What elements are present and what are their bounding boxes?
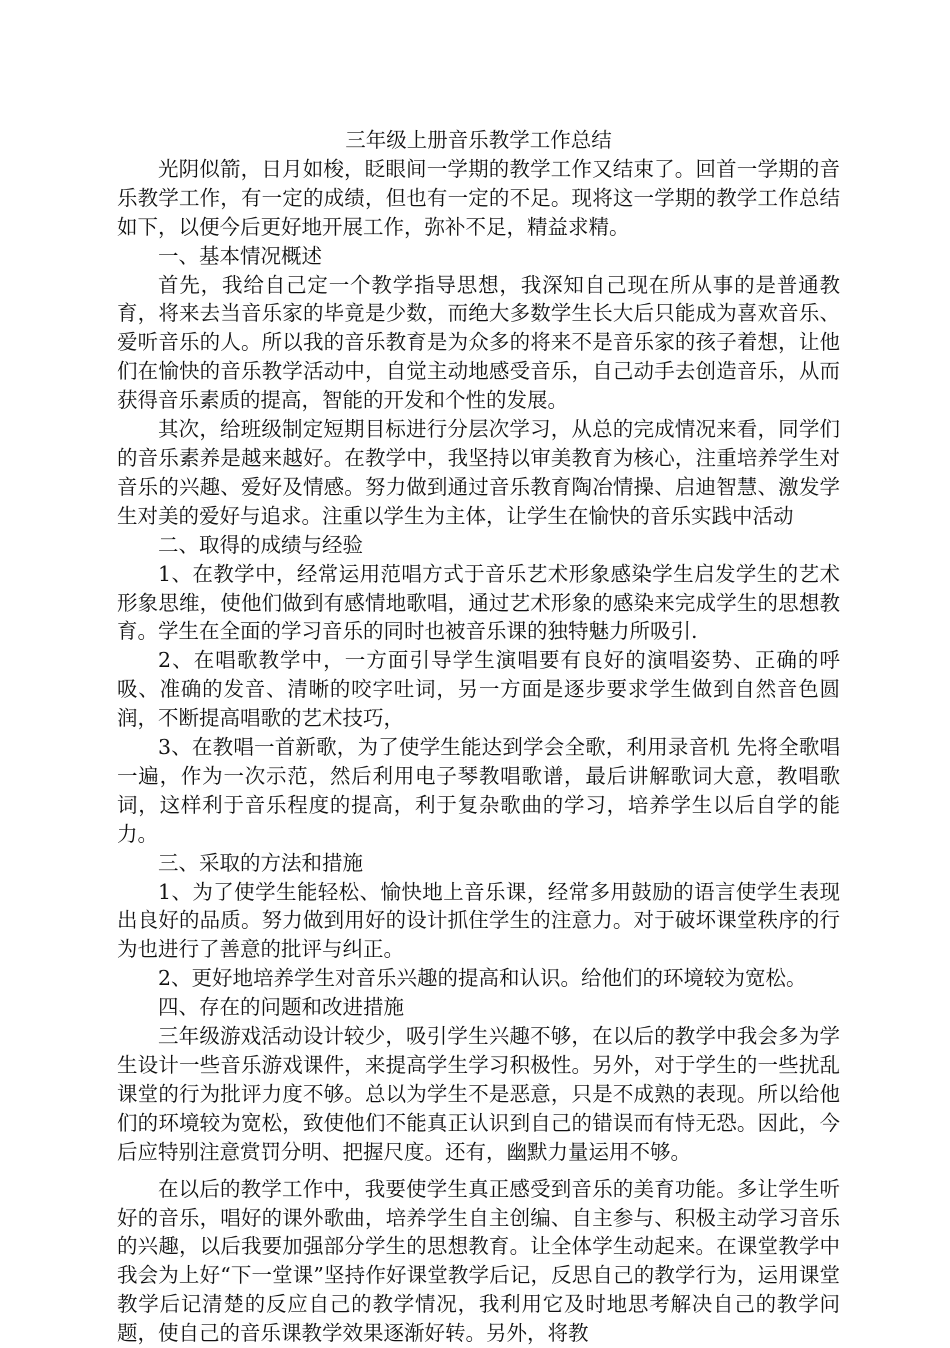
section-heading-4: 四、存在的问题和改进措施 (158, 995, 404, 1020)
section-heading-3: 三、采取的方法和措施 (158, 850, 363, 875)
paragraph-achievement-1: 1、在教学中，经常运用范唱方式于音乐艺术形象感染学生启发学生的艺术形象思维，使他们做到有感情地歌唱，通过艺术形象的感染来完成学生的思想教育。学生在全面的学习音乐的同时也被音乐课的独特魅力所吸引. (117, 561, 840, 644)
section-heading-2: 二、取得的成绩与经验 (158, 532, 363, 557)
paragraph-method-1: 1、为了使学生能轻松、愉快地上音乐课，经常多用鼓励的语言使学生表现出良好的品质。努力做到用好的设计抓住学生的注意力。对于破坏课堂秩序的行为也进行了善意的批评与纠正。 (117, 879, 840, 962)
paragraph-future: 在以后的教学工作中，我要使学生真正感受到音乐的美育功能。多让学生听好的音乐，唱好的课外歌曲，培养学生自主创编、自主参与、积极主动学习音乐的兴趣，以后我要加强部分学生的思想教育。让全体学生动起来。在课堂教学中我会为上好“下一堂课”坚持作好课堂教学后记，反思自己的教学行为，运用课堂教学后记清楚的反应自己的教学情况，我利用它及时地思考解决自己的教学问题，使自己的音乐课教学效果逐渐好转。另外，将教 (117, 1176, 840, 1346)
paragraph-intro: 光阴似箭，日月如梭，眨眼间一学期的教学工作又结束了。回首一学期的音乐教学工作，有一定的成绩，但也有一定的不足。现将这一学期的教学工作总结如下，以便今后更好地开展工作，弥补不足，精益求精。 (117, 156, 840, 239)
section-heading-1: 一、基本情况概述 (158, 243, 322, 268)
paragraph-achievement-3: 3、在教唱一首新歌，为了使学生能达到学会全歌，利用录音机 先将全歌唱一遍，作为一次示范，然后利用电子琴教唱歌谱，最后讲解歌词大意，教唱歌词，这样利于音乐程度的提高，利于复杂歌曲的学习，培养学生以后自学的能力。 (117, 735, 840, 846)
document-title: 三年级上册音乐教学工作总结 (345, 128, 612, 152)
paragraph-problems: 三年级游戏活动设计较少，吸引学生兴趣不够，在以后的教学中我会多为学生设计一些音乐游戏课件，来提高学生学习积极性。另外，对于学生的一些扰乱课堂的行为批评力度不够。总以为学生不是恶意，只是不成熟的表现。所以给他们的环境较为宽松，致使他们不能真正认识到自己的错误而有恃无恐。因此，今后应特别注意赏罚分明、把握尺度。还有，幽默力量运用不够。 (117, 1024, 840, 1164)
paragraph-basic-2: 其次，给班级制定短期目标进行分层次学习，从总的完成情况来看，同学们的音乐素养是越来越好。在教学中，我坚持以审美教育为核心，注重培养学生对音乐的兴趣、爱好及情感。努力做到通过音乐教育陶冶情操、启迪智慧、激发学生对美的爱好与追求。注重以学生为主体，让学生在愉快的音乐实践中活动 (117, 417, 840, 528)
paragraph-basic-1: 首先，我给自己定一个教学指导思想，我深知自己现在所从事的是普通教育，将来去当音乐家的毕竟是少数，而绝大多数学生长大后只能成为喜欢音乐、爱听音乐的人。所以我的音乐教育是为众多的将来不是音乐家的孩子着想，让他们在愉快的音乐教学活动中，自觉主动地感受音乐，自己动手去创造音乐，从而获得音乐素质的提高，智能的开发和个性的发展。 (117, 272, 840, 413)
paragraph-achievement-2: 2、在唱歌教学中，一方面引导学生演唱要有良好的演唱姿势、正确的呼吸、准确的发音、清晰的咬字吐词，另一方面是逐步要求学生做到自然音色圆润，不断提高唱歌的艺术技巧， (117, 648, 840, 731)
document-page (117, 126, 840, 1348)
paragraph-method-2: 2、更好地培养学生对音乐兴趣的提高和认识。给他们的环境较为宽松。 (158, 966, 807, 991)
